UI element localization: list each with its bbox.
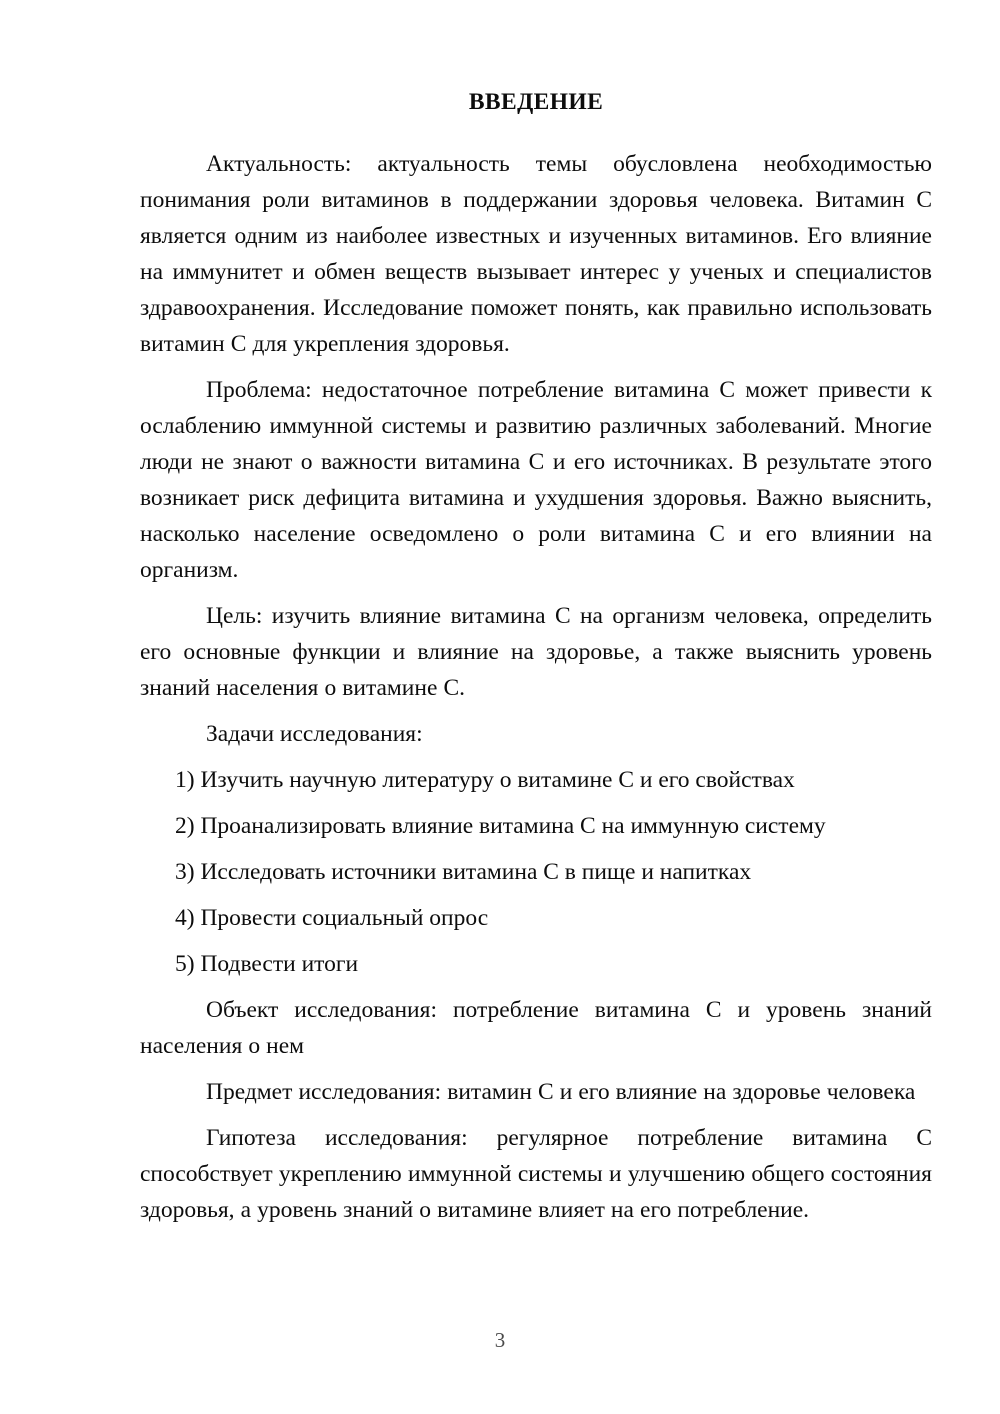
paragraph-relevance: Актуальность: актуальность темы обусловлена необходимостью понимания роли витаминов в поддержании здоровья человека. Витамин С является одним из наиболее известных и изученных витаминов. Его влияние на иммунитет и обмен веществ вызывает интерес у ученых и специалистов здравоохранения. Исследование поможет понять, как правильно использовать витамин С для укрепления здоровья. xyxy=(140,151,932,357)
paragraph-goal: Цель: изучить влияние витамина С на организм человека, определить его основные функции и влияние на здоровье, а также выяснить уровень знаний населения о витамине С. xyxy=(140,603,932,701)
page-number: 3 xyxy=(494,1328,506,1352)
document-body xyxy=(140,88,932,1238)
tasks-heading: Задачи исследования: xyxy=(206,721,423,747)
paragraph-hypothesis: Гипотеза исследования: регулярное потребление витамина С способствует укреплению иммунной системы и улучшению общего состояния здоровья, а уровень знаний о витамине влияет на его потребление. xyxy=(140,1125,932,1223)
tasks-list xyxy=(140,762,932,982)
list-item: 4) Провести социальный опрос xyxy=(175,905,489,931)
list-item: 5) Подвести итоги xyxy=(175,951,359,977)
list-item: 3) Исследовать источники витамина С в пище и напитках xyxy=(175,859,752,885)
paragraph-object: Объект исследования: потребление витамина С и уровень знаний населения о нем xyxy=(140,997,932,1059)
list-item: 2) Проанализировать влияние витамина С на иммунную систему xyxy=(175,813,826,839)
paragraph-problem: Проблема: недостаточное потребление витамина С может привести к ослаблению иммунной системы и развитию различных заболеваний. Многие люди не знают о важности витамина С и его источниках. В результате этого возникает риск дефицита витамина и ухудшения здоровья. Важно выяснить, насколько население осведомлено о роли витамина С и его влиянии на организм. xyxy=(140,377,932,583)
page-title: ВВЕДЕНИЕ xyxy=(468,89,604,115)
list-item: 1) Изучить научную литературу о витамине С и его свойствах xyxy=(175,767,795,793)
paragraph-subject: Предмет исследования: витамин С и его влияние на здоровье человека xyxy=(206,1079,916,1105)
